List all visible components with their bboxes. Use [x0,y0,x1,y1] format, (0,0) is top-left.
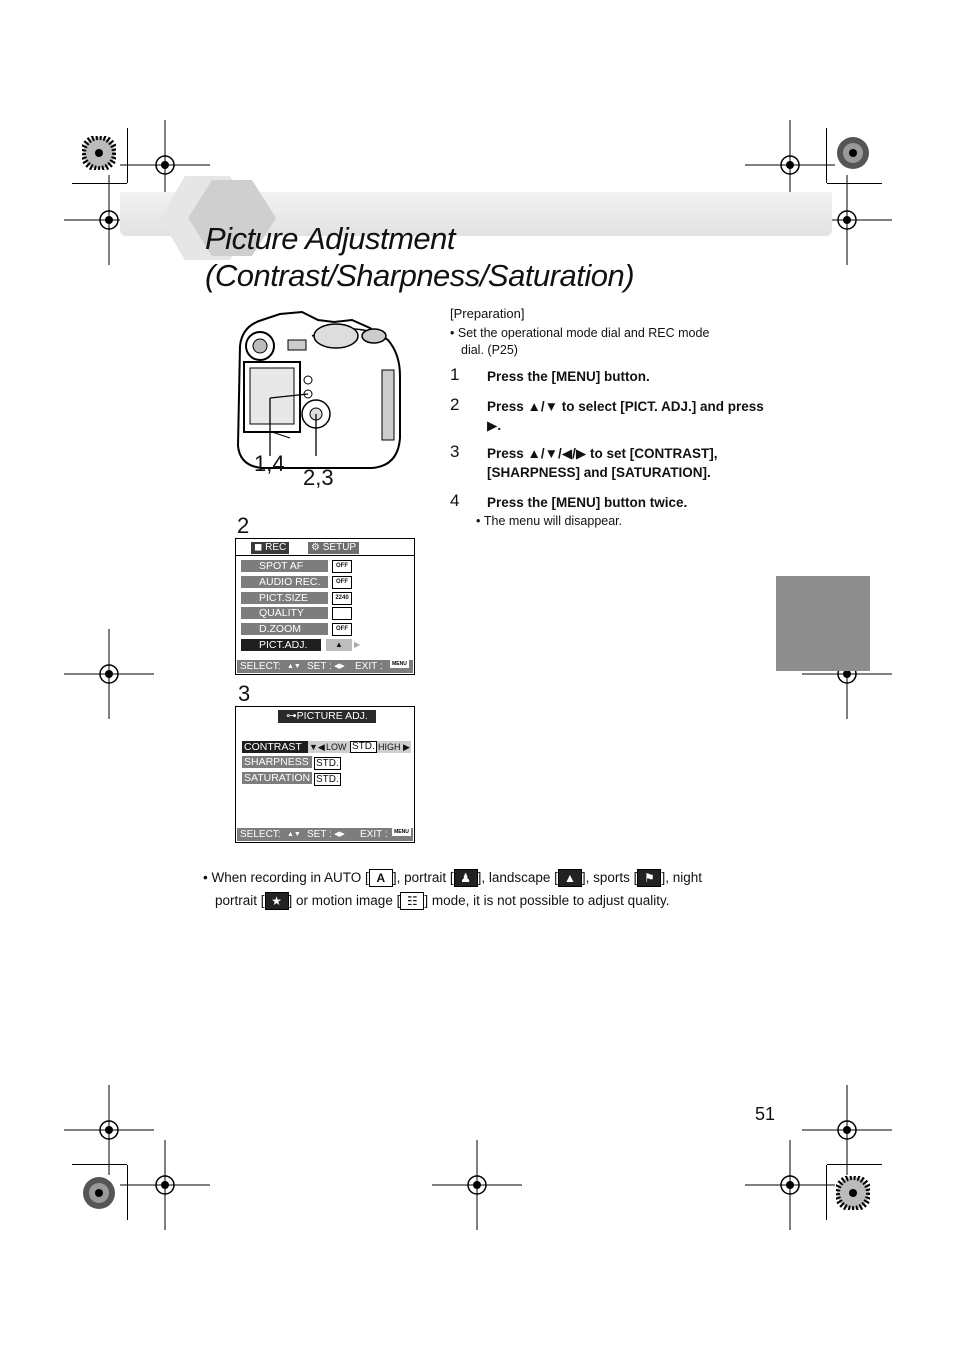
arrow-right-icon: ▶ [403,742,410,752]
menu-screen-rec [235,538,415,675]
step-text: Press ▲/▼ to select [PICT. ADJ.] and press ▶. [487,399,764,433]
note-part-6: portrait [ [215,893,265,908]
mode-restriction-note-cont [215,889,775,912]
step-number: 4 [450,491,460,510]
step-number: 3 [450,442,460,461]
crop-line [72,1164,127,1165]
camera-illustration [232,306,404,474]
note-part-8: ] mode, it is not possible to adjust quality. [424,893,670,908]
motion-image-mode-icon: ☷ [400,892,424,910]
menu-value: 2240 [332,592,352,605]
picture-adj-title: PICTURE ADJ. [296,710,368,722]
picture-adj-icon: ⊶ [286,710,297,722]
pict-adj-arrow-box: ▲ [326,639,352,651]
sharpness-label: SHARPNESS [242,756,312,768]
crop-line [826,1165,827,1220]
menu-value: OFF [332,560,352,573]
picture-adj-screen [235,706,415,843]
updown-icon: ▲▼ [287,663,301,670]
step-text: Press the [MENU] button twice. [487,495,688,510]
star-target-icon [836,1176,870,1210]
menu-item-pict-adj [241,639,321,651]
title-line-1: Picture Adjustment [205,221,456,256]
note-part-2: ], portrait [ [392,870,454,885]
footer-select: SELECT: [240,829,281,840]
footer-set: SET : [307,661,332,672]
wrench-icon: ⚙ [311,542,320,553]
note-part-5: ], night [661,870,702,885]
menu-footer [237,660,413,673]
menu-value: OFF [332,576,352,589]
crop-line [827,183,882,184]
high-label: HIGH [378,742,401,752]
night-portrait-mode-icon: ★ [265,892,289,910]
contrast-label: CONTRAST [242,741,312,753]
step4-note [476,513,622,529]
crop-line [826,128,827,183]
contrast-std: STD. [352,741,375,752]
bullet-dot: • [450,326,458,340]
menu-item-label: PICT.ADJ. [259,639,308,651]
leftright-icon: ◀▶ [334,831,345,838]
bullet-dot: • [203,870,212,885]
menu-value [332,607,352,620]
crop-line [72,183,127,184]
prep-line-1: Set the operational mode dial and REC mode [457,326,710,340]
screen-2-label: 2 [237,513,250,538]
note-part-3: ], landscape [ [477,870,558,885]
preparation-heading: [Preparation] [450,306,525,321]
preparation-bullet-cont: dial. (P25) [461,343,518,357]
registration-mark-icon [64,629,154,719]
section-side-tab [776,576,870,671]
menu-item-label: PICT.SIZE [259,592,309,604]
step-number: 2 [450,395,460,414]
menu-item-label: SPOT AF [259,560,304,572]
menu-item-spot-af [241,560,328,572]
arrow-down-icon: ▼◀ [309,742,325,752]
menu-value: OFF [332,623,352,636]
menu-item-label: AUDIO REC. [259,576,321,588]
star-target-icon [836,136,870,170]
tab-rec [251,542,289,554]
menu-icon-label: MENU [392,828,411,836]
star-target-icon [82,1176,116,1210]
low-label: LOW [326,742,347,752]
note-part-7: ] or motion image [ [288,893,401,908]
saturation-label: SATURATION [244,772,311,784]
menu-item-label: D.ZOOM [259,623,301,635]
footer-set: SET : [307,829,332,840]
screen-3-label: 3 [238,681,251,706]
menu-item-quality [241,607,328,619]
mode-restriction-note [203,866,763,889]
registration-mark-icon [432,1140,522,1230]
tab-underline [236,555,414,556]
sports-mode-icon: ⚑ [637,869,661,887]
footer-select: SELECT: [240,661,281,672]
callout-2-3: 2,3 [303,465,334,490]
crop-line [127,128,128,183]
registration-mark-icon [745,1140,835,1230]
page-title [205,220,634,294]
saturation-std: STD. [316,774,339,785]
footer-exit: EXIT : [355,661,383,672]
note-part-1: When recording in AUTO [ [211,870,369,885]
menu-item-label: QUALITY [259,607,304,619]
star-target-icon [82,136,116,170]
step-text: Press ▲/▼/◀/▶ to set [CONTRAST], [SHARPNESS] and [SATURATION]. [487,446,718,480]
page-number: 51 [755,1104,776,1124]
footer-exit: EXIT : [360,829,388,840]
sharpness-std: STD. [316,758,339,769]
contrast-scale [308,741,411,753]
note-part-4: ], sports [ [581,870,638,885]
crop-line [827,1164,882,1165]
tab-setup [308,542,359,554]
updown-icon: ▲▼ [287,831,301,838]
picture-adj-header [278,710,376,723]
bullet-dot: • [476,514,484,528]
auto-mode-icon: A [369,869,393,887]
tab-rec-label: REC [265,542,287,553]
camera-icon: ◼ [254,542,263,553]
scroll-right-icon: ▶ [354,640,361,649]
portrait-mode-icon: ♟ [454,869,478,887]
crop-line [127,1165,128,1220]
menu-item-audio-rec [241,576,328,588]
menu-item-d-zoom [241,623,328,635]
tab-setup-label: SETUP [322,542,357,553]
menu-item-pict-size [241,592,328,604]
step4-note-text: The menu will disappear. [483,514,623,528]
menu-footer [237,828,413,841]
registration-mark-icon [120,1140,210,1230]
landscape-mode-icon: ▲ [558,869,582,887]
title-line-2: (Contrast/Sharpness/Saturation) [205,258,635,293]
menu-icon-label: MENU [390,660,409,668]
preparation-bullet [450,325,709,341]
step-text: Press the [MENU] button. [487,369,650,384]
step-number: 1 [450,365,460,384]
leftright-icon: ◀▶ [334,663,345,670]
callout-1-4: 1,4 [254,451,285,476]
